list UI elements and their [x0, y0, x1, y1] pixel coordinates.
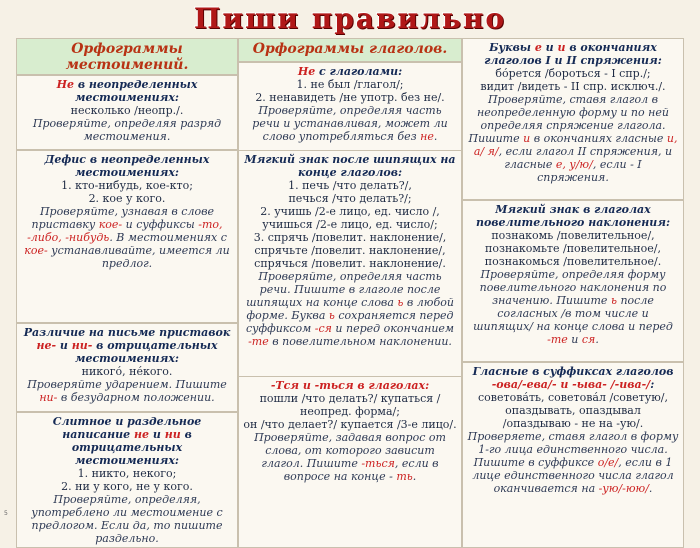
ne-indefinite-block: Не в неопределенных местоимениях: несколько /неопр./. Проверяйте, определяя разряд местоимения.	[16, 75, 238, 150]
verbs-header: Орфограммы глаголов.	[238, 38, 462, 62]
ne-ni-spelling-block: Слитное и раздельное написание не и ни в отрицательных местоимениях: 1. никто, некого; 2. ни у кого, не у кого. Проверяйте, определяя, употреблено ли местоимение с предлогом. Если да, то пишите раздельно.	[16, 412, 238, 548]
page-number: 5	[4, 510, 8, 517]
soft-sign-imperative-block: Мягкий знак в глаголах повелительного наклонения: познакомь /повелительное/, познакомьте /повелительное/, познакомься /повелительное/. Проверяйте, определяя форму повелительного наклонения по значению. Пишите ь после согласных /в том числе и шипящих/ на конце слова и перед -те и ся.	[462, 200, 684, 362]
ne-ni-prefix-block: Различие на письме приставок не- и ни- в отрицательных местоимениях: никого́, не́кого. Проверяйте ударением. Пишите ни- в безударном положении.	[16, 323, 238, 412]
hyphen-indefinite-block: Дефис в неопределенных местоимениях: 1. кто-нибудь, кое-кто; 2. кое у кого. Проверяйте, узнавая в слове приставку кое- и суффиксы -то, -либо, -нибудь. В местоимениях с кое- устанавливайте, имеется ли предлог.	[16, 150, 238, 323]
verb-endings-block: Буквы е и и в окончаниях глаголов I и II спряжения: бо́рется /бороться - I спр./; видит /видеть - II спр. исключ./. Проверяйте, ставя глагол в неопределенную форму и по ней определяя спряжение глагола. Пишите и в окончаниях гласные и, а/ я/, если глагол II спряжения, и гласные е, у/ю/, если - I спряжения.	[462, 38, 684, 200]
pronouns-header: Орфограммы местоимений.	[16, 38, 238, 75]
page-title: Пиши правильно	[193, 2, 507, 35]
suffix-vowels-block: Гласные в суффиксах глаголов -ова/-ева/- и -ыва- /-ива-/: советова́ть, советова́л /советую/, опаздывать, опаздывал /опаздываю - не на -ую/. Проверяете, ставя глагол в форму 1-го лица единственного числа. Пишите в суффиксе о/е/, если в 1 лице единственного числа глагол оканчивается на -ую/-юю/.	[462, 362, 684, 548]
soft-sign-sibilants-block: Мягкий знак после шипящих на конце глаголов: 1. печь /что делать?/, печься /что делать?/; 2. учишь /2-е лицо, ед. число /, учишься /2-е лицо, ед. число/; 3. спрячь /повелит. наклонение/, спрячьте /повелит. наклонение/, спрячься /повелит. наклонение/. Проверяйте, определяя часть речи. Пишите в глаголе после шипящих на конце слова ь в любой форме. Буква ь сохраняется перед суффиксом -ся и перед окончанием -те в повелительном наклонении.	[238, 150, 462, 414]
ne-verbs-block: Не с глаголами: 1. не был /глагол/; 2. ненавидеть /не употр. без не/. Проверяйте, определяя часть речи и устанавливая, может ли слово употребляться без не.	[238, 62, 462, 190]
tsya-tsya-block: -Тся и -ться в глаголах: пошли /что делать?/ купаться /неопред. форма/; он /что делает?/ купается /3-е лицо/. Проверяйте, задавая вопрос от слова, от которого зависит глагол. Пишите -ться, если в вопросе на конце - ть.	[238, 376, 462, 548]
